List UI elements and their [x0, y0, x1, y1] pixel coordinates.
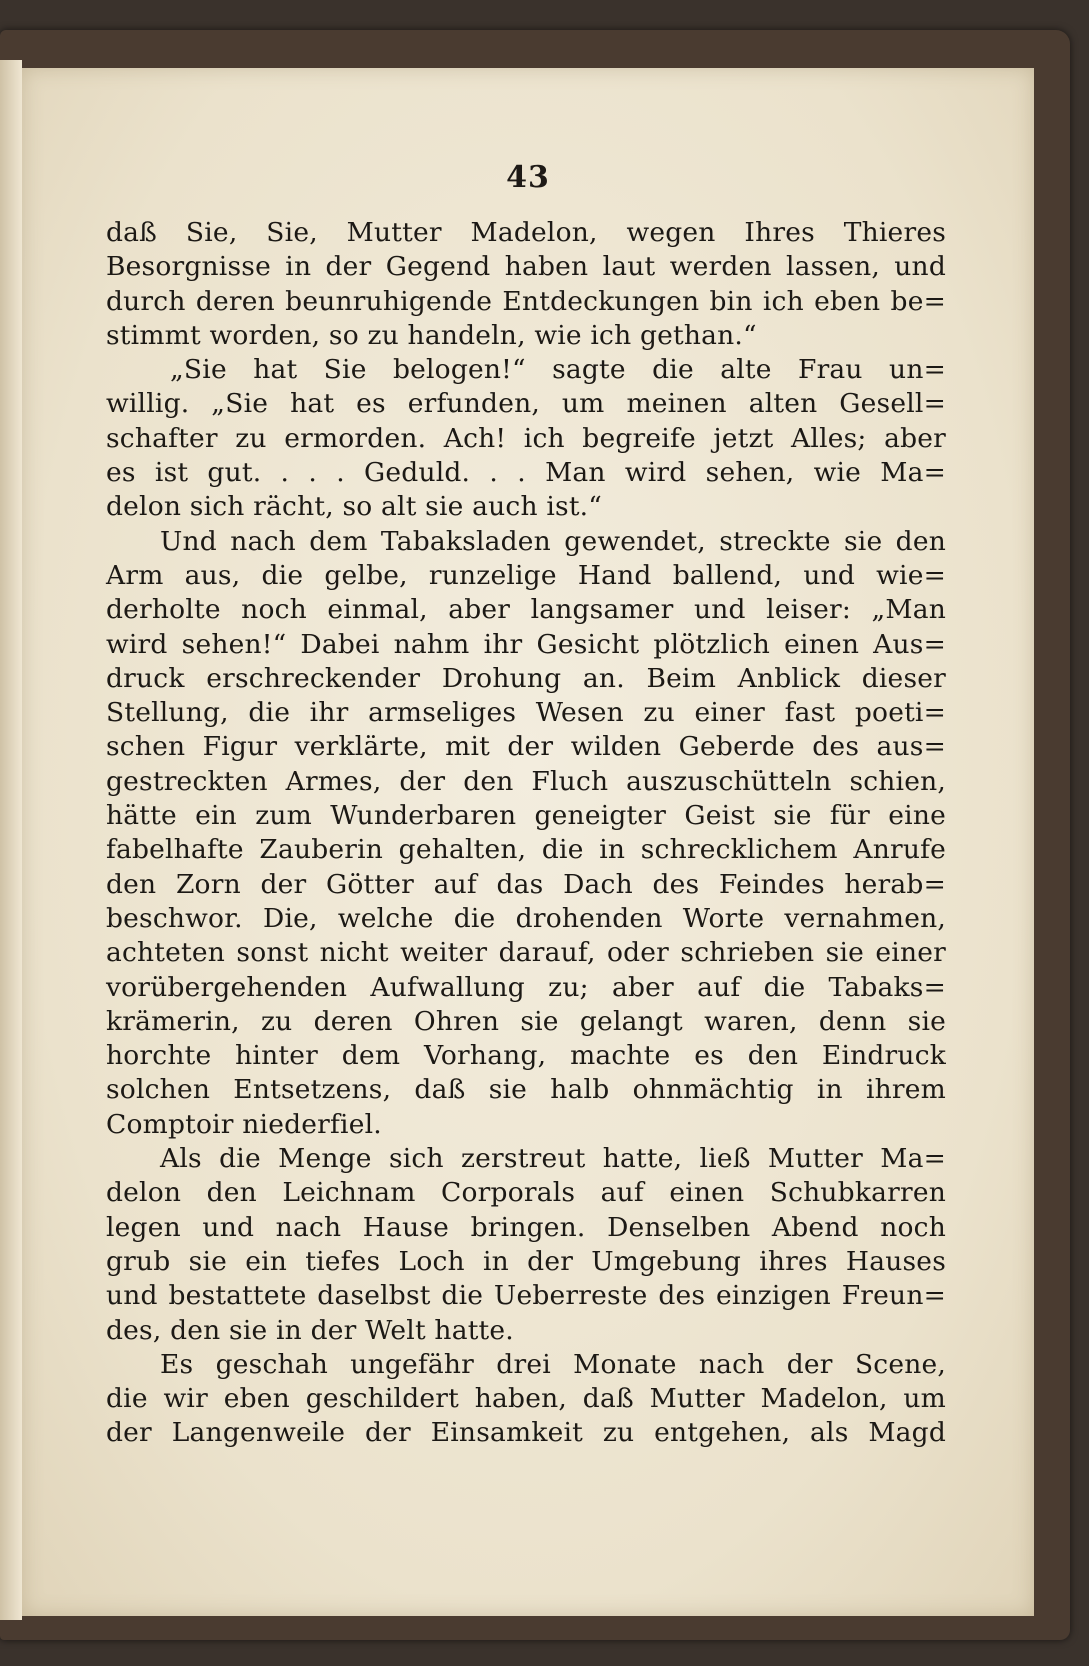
text-line: solchen Entsetzens, daß sie halb ohnmächtig in ihrem	[106, 1074, 946, 1106]
text-line: schen Figur verklärte, mit der wilden Geberde des aus=	[106, 731, 946, 763]
text-line: beschwor. Die, welche die drohenden Worte vernahmen,	[106, 902, 946, 934]
text-line: delon den Leichnam Corporals auf einen Schubkarren	[106, 1177, 946, 1209]
text-line: derholte noch einmal, aber langsamer und leiser: „Man	[106, 594, 946, 626]
text-line: schafter zu ermorden. Ach! ich begreife jetzt Alles; aber	[106, 422, 946, 454]
text-line: die wir eben geschildert haben, daß Mutter Madelon, um	[106, 1383, 946, 1415]
text-line: des, den sie in der Welt hatte.	[106, 1314, 514, 1346]
page-text	[106, 216, 946, 1451]
text-line: durch deren beunruhigende Entdeckungen bin ich eben be=	[106, 285, 946, 317]
text-line: und bestattete daselbst die Ueberreste des einzigen Freun=	[106, 1280, 946, 1312]
text-line: achteten sonst nicht weiter darauf, oder schrieben sie einer	[106, 937, 946, 969]
book-page	[22, 68, 1034, 1616]
text-line: den Zorn der Götter auf das Dach des Feindes herab=	[106, 868, 946, 900]
text-line: Und nach dem Tabaksladen gewendet, streckte sie den	[160, 525, 946, 557]
text-line: Arm aus, die gelbe, runzelige Hand ballend, und wie=	[106, 559, 946, 591]
text-line: es ist gut. . . . Geduld. . . Man wird sehen, wie Ma=	[106, 457, 946, 489]
text-line: druck erschreckender Drohung an. Beim Anblick dieser	[106, 662, 946, 694]
text-line: „Sie hat Sie belogen!“ sagte die alte Frau un=	[170, 354, 946, 386]
text-line: legen und nach Hause bringen. Denselben Abend noch	[106, 1211, 946, 1243]
text-line: horchte hinter dem Vorhang, machte es den Eindruck	[106, 1040, 946, 1072]
text-line: Besorgnisse in der Gegend haben laut werden lassen, und	[106, 251, 946, 283]
text-line: wird sehen!“ Dabei nahm ihr Gesicht plötzlich einen Aus=	[106, 628, 946, 660]
text-line: stimmt worden, so zu handeln, wie ich gethan.“	[106, 319, 757, 351]
text-line: Stellung, die ihr armseliges Wesen zu einer fast poeti=	[106, 697, 946, 729]
text-line: Es geschah ungefähr drei Monate nach der Scene,	[160, 1348, 946, 1380]
text-line: Comptoir niederfiel.	[106, 1108, 382, 1140]
text-line: krämerin, zu deren Ohren sie gelangt waren, denn sie	[106, 1005, 946, 1037]
text-line: vorübergehenden Aufwallung zu; aber auf die Tabaks=	[106, 971, 946, 1003]
text-line: delon sich rächt, so alt sie auch ist.“	[106, 491, 603, 523]
text-line: Als die Menge sich zerstreut hatte, ließ Mutter Ma=	[160, 1143, 946, 1175]
text-line: grub sie ein tiefes Loch in der Umgebung ihres Hauses	[106, 1245, 946, 1277]
text-line: fabelhafte Zauberin gehalten, die in schrecklichem Anrufe	[106, 834, 946, 866]
previous-page-edge	[0, 60, 22, 1620]
text-line: hätte ein zum Wunderbaren geneigter Geist sie für eine	[106, 800, 946, 832]
text-line: gestreckten Armes, der den Fluch auszuschütteln schien,	[106, 765, 946, 797]
text-line: daß Sie, Sie, Mutter Madelon, wegen Ihres Thieres	[106, 217, 946, 248]
text-line: willig. „Sie hat es erfunden, um meinen alten Gesell=	[106, 388, 946, 420]
text-line: der Langenweile der Einsamkeit zu entgehen, als Magd	[106, 1417, 946, 1449]
page-number: 43	[506, 160, 550, 195]
